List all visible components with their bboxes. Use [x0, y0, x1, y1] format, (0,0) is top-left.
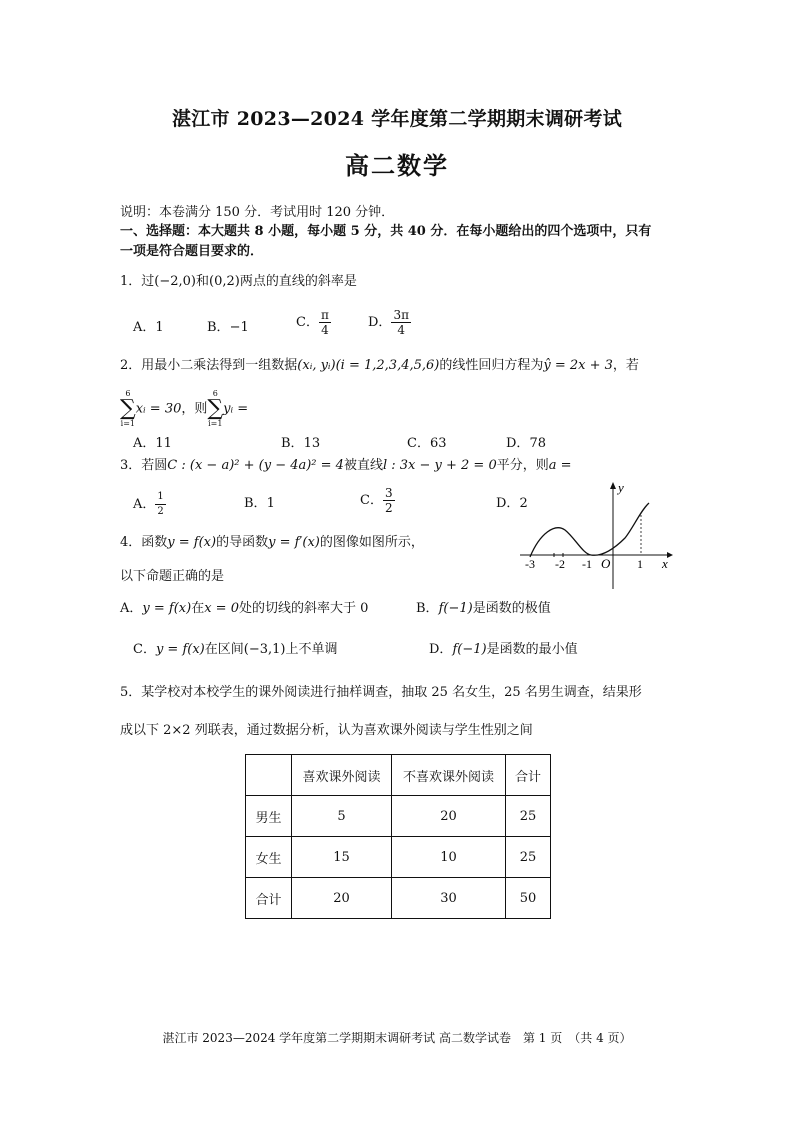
- q4-stem-line1: [120, 533, 424, 553]
- table-cell: 50: [506, 878, 551, 919]
- exam-title: 湛江市 2023—2024 学年度第二学期期末调研考试: [171, 108, 623, 130]
- y-axis-label: y: [618, 480, 624, 495]
- section1-instructions-line1: 一、选择题：本大题共 8 小题，每小题 5 分，共 40 分．在每小题给出的四个选项中，只有: [120, 224, 652, 239]
- q2-sum-x: xᵢ = 30: [135, 401, 182, 417]
- table-header-cell: [246, 755, 292, 796]
- q5-stem-line1: [120, 683, 642, 703]
- q1-text-b: 和: [196, 274, 210, 289]
- q1-option-b[interactable]: [207, 316, 249, 335]
- table-row: [246, 796, 551, 837]
- q3-option-d-value: 2: [519, 496, 528, 511]
- tick-label-minus2: -2: [555, 557, 565, 571]
- x-axis-label: x: [662, 556, 668, 571]
- page-footer: 湛江市 2023—2024 学年度第二学期期末调研考试 高二数学试卷 第 1 页 （共 4 页）: [162, 1031, 632, 1045]
- exam-subtitle: 高二数学: [345, 151, 449, 180]
- q3-text-c: 平分，则: [496, 458, 549, 473]
- table-header-cell: 不喜欢课外阅读: [392, 755, 506, 796]
- q3-option-a-fraction: [155, 490, 165, 519]
- q4-option-b-func: f(−1): [438, 601, 473, 616]
- q1-point1: (−2,0): [154, 274, 197, 289]
- table-header-cell: 合计: [506, 755, 551, 796]
- q5-line1-text: 某学校对本校学生的课外阅读进行抽样调查，抽取 25 名女生，25 名男生调查，结果形: [141, 685, 642, 700]
- q1-option-a[interactable]: [133, 316, 164, 335]
- q4-option-b-tail: 是函数的极值: [472, 601, 551, 616]
- table-cell: 25: [506, 837, 551, 878]
- q2-sum-y-upper: 6: [212, 389, 218, 398]
- q4-option-c-tail: 上不单调: [285, 642, 338, 657]
- table-cell: 合计: [246, 878, 292, 919]
- q3-option-d-label: D．: [496, 496, 520, 511]
- table-header-cell: 喜欢课外阅读: [292, 755, 392, 796]
- x-axis-arrow: [667, 552, 673, 558]
- q1-option-a-label: A．: [133, 320, 156, 335]
- q1-option-a-value: 1: [155, 320, 164, 335]
- q1-text-a: 过: [141, 274, 155, 289]
- q2-option-a-value: 11: [155, 436, 172, 451]
- q4-number: 4．: [120, 535, 142, 550]
- q4-option-d-tail: 是函数的最小值: [486, 642, 578, 657]
- tick-label-minus3: -3: [525, 557, 535, 571]
- q2-sum-y-symbol: 6 ∑ i=1: [207, 389, 224, 428]
- section1-instructions-line2: 一项是符合题目要求的．: [120, 244, 264, 259]
- table-cell: 5: [292, 796, 392, 837]
- q1-option-d-fraction: [391, 308, 411, 337]
- q4-function: y = f(x): [167, 535, 217, 550]
- q2-sum-x-symbol: 6 ∑ i=1: [120, 389, 136, 428]
- q4-option-c-label: C．: [133, 642, 156, 657]
- q4-option-d-func: f(−1): [452, 642, 487, 657]
- q3-option-c-num: 3: [384, 486, 393, 500]
- q4-option-a-mid: 在: [191, 601, 205, 616]
- q4-option-b[interactable]: [416, 597, 551, 616]
- derivative-curve: [530, 503, 649, 557]
- q1-option-c-label: C．: [296, 315, 319, 330]
- q1-point2: (0,2): [209, 274, 240, 289]
- q2-regression-eq: ŷ = 2x + 3: [543, 358, 613, 373]
- q2-option-d-value: 78: [529, 436, 546, 451]
- q4-text-a: 函数: [141, 535, 168, 550]
- q3-number: 3．: [120, 458, 142, 473]
- q4-option-a-func: y = f(x): [142, 601, 192, 616]
- table-cell: 男生: [246, 796, 292, 837]
- y-axis-arrow: [610, 482, 616, 489]
- q2-option-c-label: C．: [407, 436, 430, 451]
- q2-option-b[interactable]: [281, 432, 320, 451]
- q4-option-a-label: A．: [120, 601, 143, 616]
- q1-option-b-label: B．: [207, 320, 230, 335]
- q4-option-c-interval: (−3,1): [243, 642, 286, 657]
- q2-data-expr: (xᵢ, yᵢ)(i = 1,2,3,4,5,6): [297, 358, 440, 373]
- q2-stem-line2: [120, 390, 248, 428]
- q2-option-d[interactable]: [506, 432, 546, 451]
- contingency-table: [245, 754, 551, 919]
- q3-option-b-value: 1: [266, 496, 275, 511]
- tick-label-minus1: -1: [582, 557, 592, 571]
- q2-text-then: ，则: [181, 401, 208, 417]
- exam-note: 说明：本卷满分 150 分．考试用时 120 分钟．: [120, 205, 395, 220]
- q3-option-b-label: B．: [244, 496, 267, 511]
- q1-option-c[interactable]: [296, 308, 331, 337]
- q3-option-a-den: 2: [157, 506, 164, 517]
- q1-option-b-value: −1: [229, 320, 249, 335]
- q2-option-c[interactable]: [407, 432, 447, 451]
- q3-option-b[interactable]: [244, 492, 275, 511]
- q3-circle-eq: C : (x − a)² + (y − 4a)² = 4: [167, 458, 344, 473]
- q4-option-b-label: B．: [416, 601, 439, 616]
- q4-option-c-mid: 在区间: [204, 642, 244, 657]
- q2-number: 2．: [120, 358, 142, 373]
- q2-option-b-value: 13: [303, 436, 321, 451]
- q3-text-a: 若圆: [141, 458, 168, 473]
- q2-text-b: 的线性回归方程为: [439, 358, 544, 373]
- q2-option-a-label: A．: [133, 436, 156, 451]
- tick-label-1: 1: [637, 557, 643, 571]
- table-header-row: [246, 755, 551, 796]
- q4-option-a[interactable]: [120, 597, 368, 616]
- q3-text-b: 被直线: [343, 458, 383, 473]
- table-cell: 20: [392, 796, 506, 837]
- q2-sum-x-upper: 6: [125, 389, 131, 398]
- q4-option-d-label: D．: [429, 642, 453, 657]
- q3-option-c[interactable]: [360, 486, 395, 515]
- q4-stem-line2: 以下命题正确的是: [120, 569, 225, 584]
- q3-option-c-label: C．: [360, 493, 383, 508]
- q2-option-d-label: D．: [506, 436, 530, 451]
- q1-option-d-label: D．: [368, 315, 392, 330]
- q1-text-c: 两点的直线的斜率是: [239, 274, 357, 289]
- origin-label: O: [601, 556, 611, 571]
- q2-text-a: 用最小二乘法得到一组数据: [141, 358, 298, 373]
- q4-option-c-func: y = f(x): [155, 642, 205, 657]
- table-row: [246, 837, 551, 878]
- derivative-graph: [515, 478, 675, 593]
- q5-stem-line2: 成以下 2×2 列联表，通过数据分析，认为喜欢课外阅读与学生性别之间: [120, 723, 533, 738]
- q1-number: 1．: [120, 274, 142, 289]
- q4-derivative: y = f′(x): [268, 535, 320, 550]
- q1-option-c-fraction: [319, 308, 331, 337]
- table-cell: 女生: [246, 837, 292, 878]
- q2-sum-y: yᵢ =: [223, 401, 249, 417]
- q1-option-d-num: 3π: [393, 308, 409, 322]
- q2-option-c-value: 63: [429, 436, 447, 451]
- q3-line-eq: l : 3x − y + 2 = 0: [382, 458, 497, 473]
- q2-sum-y-lower: i=1: [208, 419, 223, 428]
- q3-variable: a =: [548, 458, 572, 473]
- q4-text-b: 的导函数: [216, 535, 269, 550]
- q1-option-d[interactable]: [368, 308, 411, 337]
- q3-option-c-fraction: [383, 486, 395, 515]
- q3-option-c-den: 2: [384, 501, 393, 515]
- q1-option-c-num: π: [320, 308, 329, 322]
- q4-option-a-x: x = 0: [204, 601, 239, 616]
- q2-stem-line1: [120, 356, 639, 376]
- table-cell: 15: [292, 837, 392, 878]
- table-row: [246, 878, 551, 919]
- table-cell: 20: [292, 878, 392, 919]
- q1-option-d-den: 4: [397, 323, 406, 337]
- q2-sum-x-lower: i=1: [120, 419, 136, 428]
- q1-option-c-den: 4: [321, 323, 329, 337]
- q3-stem: [120, 456, 572, 476]
- table-cell: 30: [392, 878, 506, 919]
- q4-option-a-tail: 处的切线的斜率大于 0: [238, 601, 369, 616]
- q2-text-c: ，若: [612, 358, 639, 373]
- q5-number: 5．: [120, 685, 142, 700]
- table-cell: 25: [506, 796, 551, 837]
- q3-option-a[interactable]: [133, 490, 166, 519]
- q1-stem: [120, 272, 357, 292]
- q4-text-c: 的图像如图所示，: [319, 535, 424, 550]
- q2-option-b-label: B．: [281, 436, 304, 451]
- q3-option-a-label: A．: [133, 497, 156, 512]
- q3-option-a-num: 1: [155, 490, 165, 505]
- q4-option-d[interactable]: [429, 638, 578, 657]
- q2-option-a[interactable]: [133, 432, 172, 451]
- q4-option-c[interactable]: [133, 638, 338, 657]
- table-cell: 10: [392, 837, 506, 878]
